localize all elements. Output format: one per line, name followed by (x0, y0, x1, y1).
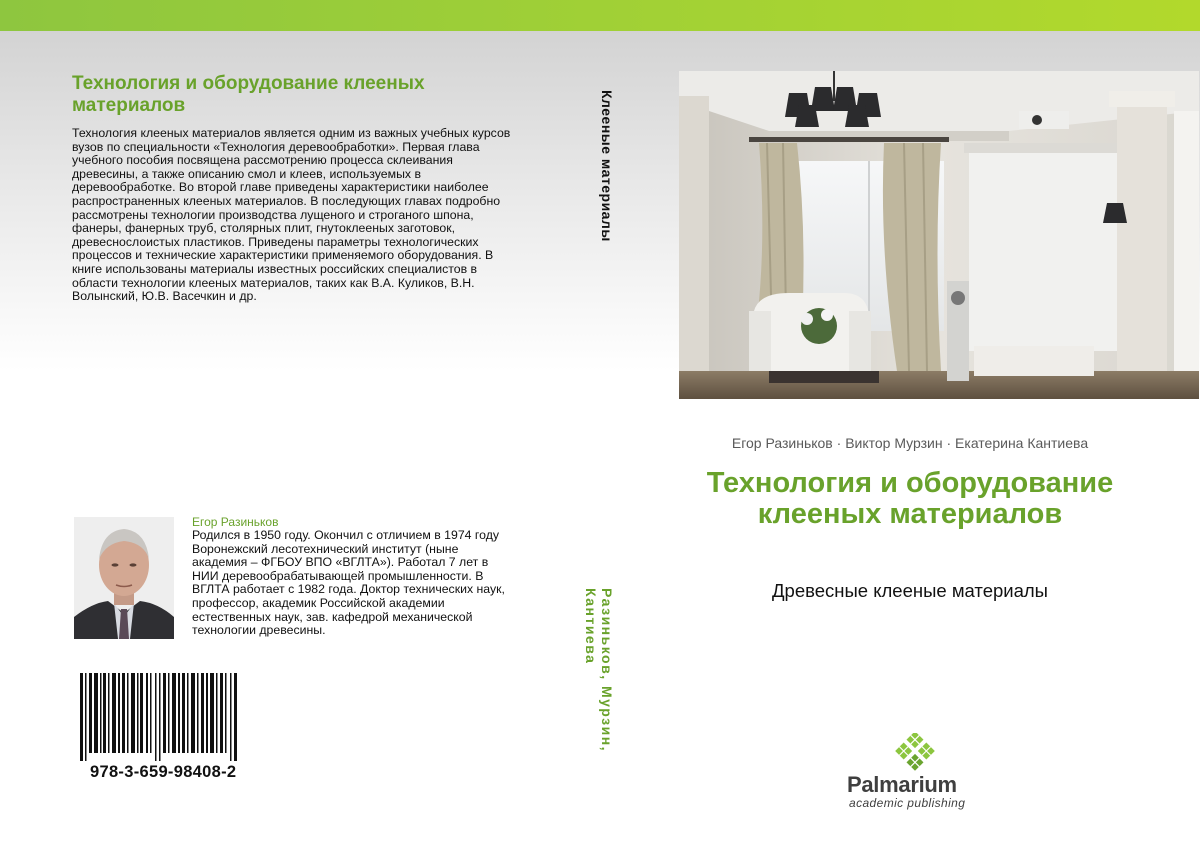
publisher-name: Palmarium (847, 772, 957, 797)
front-cover-authors: Егор Разиньков · Виктор Мурзин · Екатерина Кантиева (731, 435, 1089, 451)
top-color-bar (0, 0, 1200, 31)
author-photo (74, 517, 174, 639)
isbn-number: 978-3-659-98408-2 (90, 763, 237, 781)
cover-photo-interior (679, 71, 1199, 399)
spine-authors: Разиньков, Мурзин, Кантиева (583, 588, 615, 753)
spine-title: Клееные материалы (599, 90, 615, 242)
back-cover-description: Технология клееных материалов является одним из важных учебных курсов вузов по специальности «Технология деревообработки». Первая глава учебного пособия посвящена рассмотрению процесса склеивания древесины, а также описанию смол и клеев, используемых в деревообработке. Во второй главе приведены характеристики наиболее распространенных клееных материалов. В последующих главах подробно рассмотрены технологии производства лущеного и строганого шпона, фанеры, фанерных труб, столярных плит, гнутоклееных заготовок, древеснослоистых пластиков. Приведены параметры технологических процессов и технические характеристики применяемого оборудования. В книге использованы материалы известных российских специалистов в области технологии клееных материалов, таких как В.А. Куликов, В.Н. Волынский, Ю.В. Васечкин и др. (72, 126, 511, 304)
publisher-subtitle: academic publishing (849, 796, 966, 810)
back-cover-title: Технология и оборудование клееных материалов (72, 73, 425, 116)
author-bio: Родился в 1950 году. Окончил с отличием в 1974 году Воронежский лесотехнический институт (ныне академия – ФГБОУ ВПО «ВГЛТА»). Работал 7 лет в НИИ деревообрабатывающей промышленности. В ВГЛТА работает с 1982 года. Доктор технических наук, профессор, академик Российской академии естественных наук, зав. кафедрой механической технологии древесины. (192, 528, 505, 638)
front-cover-title: Технология и оборудование клееных материалов (706, 467, 1114, 530)
author-name: Егор Разиньков (192, 515, 279, 529)
front-cover-subtitle: Древесные клееные материалы (772, 580, 1048, 601)
portrait-image (74, 517, 174, 639)
